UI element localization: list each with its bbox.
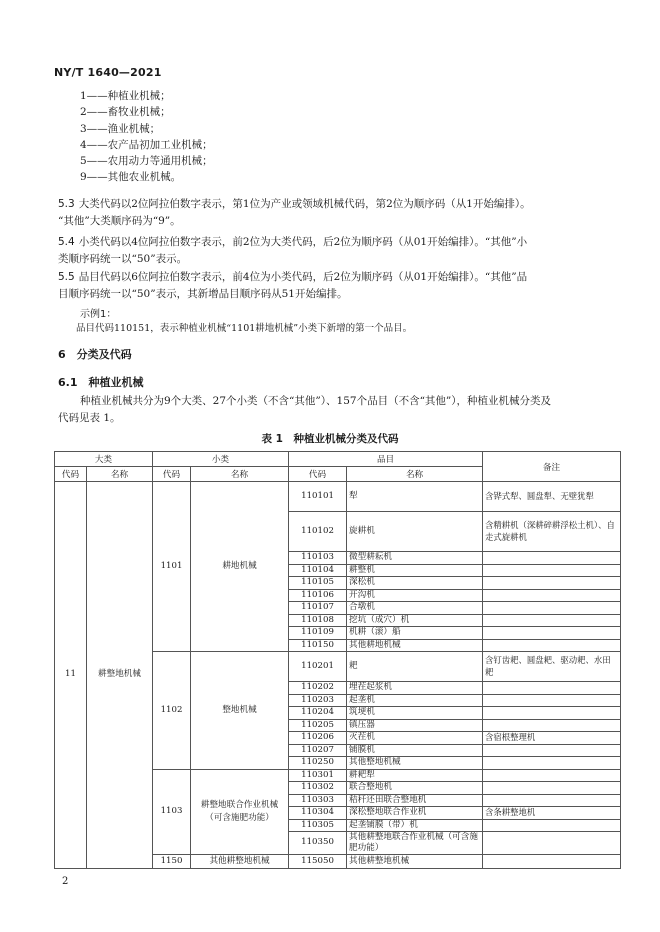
item-code-cell: 110350 (289, 832, 347, 855)
item-name-cell: 深松机 (347, 577, 483, 590)
item-note-cell: 含精耕机（深耕碎耕浮松土机）、自走式旋耕机 (483, 512, 621, 552)
item-name-cell: 秸秆还田联合整地机 (347, 794, 483, 807)
item-name-cell: 灭茬机 (347, 732, 483, 745)
header-item: 品目 (289, 452, 483, 467)
item-code-cell: 110109 (289, 627, 347, 640)
item-code-cell: 110203 (289, 694, 347, 707)
item-code-cell: 110204 (289, 707, 347, 720)
legend-item: 1——种植业机械； (80, 90, 171, 102)
item-name-cell: 旋耕机 (347, 512, 483, 552)
item-code-cell: 110305 (289, 819, 347, 832)
clause-5-4 (58, 234, 620, 267)
item-name-cell: 其他耕地机械 (347, 639, 483, 652)
table-caption: 表 1 种植业机械分类及代码 (261, 433, 399, 445)
item-name-cell: 挖坑（成穴）机 (347, 614, 483, 627)
legend-item: 3——渔业机械； (80, 122, 161, 135)
item-note-cell (483, 832, 621, 855)
item-note-cell (483, 694, 621, 707)
section-heading-6: 6 分类及代码 (58, 348, 132, 361)
item-code-cell: 110108 (289, 614, 347, 627)
clause-text-continued: “其他”大类顺序码为“9”。 (58, 214, 181, 227)
item-code-cell: 110104 (289, 564, 347, 577)
item-name-cell: 其他整地机械 (347, 757, 483, 770)
item-code-cell: 110304 (289, 807, 347, 820)
item-note-cell: 含条耕整地机 (483, 807, 621, 820)
table-body (55, 482, 621, 869)
clause-text: 大类代码以2位阿拉伯数字表示，第1位为产业或领域机械代码，第2位为顺序码（从1开始编排）。 (78, 198, 531, 210)
item-name-cell: 深松整地联合作业机 (347, 807, 483, 820)
minor-code-cell: 1101 (153, 482, 191, 652)
item-code-cell: 110103 (289, 552, 347, 565)
item-note-cell (483, 552, 621, 565)
example-label: 示例1： (80, 309, 117, 320)
item-name-cell: 耕整机 (347, 564, 483, 577)
item-code-cell: 110303 (289, 794, 347, 807)
item-code-cell: 110302 (289, 782, 347, 795)
section-heading-6-1: 6.1 种植业机械 (58, 376, 144, 389)
item-code-cell: 110150 (289, 639, 347, 652)
header-code: 代码 (55, 467, 87, 482)
item-note-cell (483, 707, 621, 720)
item-name-cell: 其他耕整地机械 (347, 855, 483, 869)
legend-item: 4——农产品初加工业机械； (80, 138, 213, 151)
item-code-cell: 110207 (289, 744, 347, 757)
item-name-cell: 机耕（滚）船 (347, 627, 483, 640)
header-name: 名称 (87, 467, 153, 482)
minor-code-cell: 1103 (153, 769, 191, 855)
clause-5-5 (58, 269, 620, 302)
item-code-cell: 110106 (289, 589, 347, 602)
item-name-cell: 联合整地机 (347, 782, 483, 795)
legend-item: 9——其他农业机械。 (80, 171, 182, 184)
item-name-cell: 镇压器 (347, 719, 483, 732)
minor-name-cell: 整地机械 (191, 652, 289, 770)
clause-number: 5.3 (58, 198, 75, 210)
header-name: 名称 (347, 467, 483, 482)
minor-name-cell: 其他耕整地机械 (191, 855, 289, 869)
minor-name-cell: 耕地机械 (191, 482, 289, 652)
major-code-cell: 11 (55, 482, 87, 869)
clause-text-continued: 类顺序码统一以“50”表示。 (58, 252, 188, 265)
item-code-cell: 110107 (289, 602, 347, 615)
clause-5-3 (58, 196, 620, 229)
legend-item: 2——畜牧业机械； (80, 106, 171, 119)
item-name-cell: 耕耙犁 (347, 769, 483, 782)
item-code-cell: 110105 (289, 577, 347, 590)
clause-text-continued: 目顺序码统一以“50”表示，其新增品目顺序码从51开始编排。 (58, 287, 348, 300)
section-6-1-text: 种植业机械共分为9个大类、27个小类（不含“其他”）、157个品目（不含“其他”），种植业机械分类及 (80, 395, 552, 407)
item-note-cell (483, 577, 621, 590)
item-note-cell (483, 614, 621, 627)
item-name-cell: 犁 (347, 482, 483, 512)
item-note-cell (483, 627, 621, 640)
item-note-cell (483, 794, 621, 807)
item-code-cell: 110101 (289, 482, 347, 512)
item-note-cell (483, 855, 621, 869)
item-name-cell: 起垄机 (347, 694, 483, 707)
table-row (55, 482, 621, 512)
item-name-cell: 筑埂机 (347, 707, 483, 720)
item-code-cell: 110202 (289, 682, 347, 695)
item-name-cell: 铺膜机 (347, 744, 483, 757)
major-name-cell: 耕整地机械 (87, 482, 153, 869)
item-name-cell: 埋茬起浆机 (347, 682, 483, 695)
header-minor: 小类 (153, 452, 289, 467)
item-code-cell: 110201 (289, 652, 347, 682)
clause-text: 小类代码以4位阿拉伯数字表示，前2位为大类代码，后2位为顺序码（从01开始编排）。“其他”小 (78, 236, 528, 248)
header-code: 代码 (153, 467, 191, 482)
item-note-cell (483, 782, 621, 795)
item-note-cell (483, 639, 621, 652)
header-major: 大类 (55, 452, 153, 467)
item-note-cell: 含钉齿耙、圆盘耙、驱动耙、水田耙 (483, 652, 621, 682)
header-note: 备注 (483, 452, 621, 482)
page-number: 2 (62, 876, 69, 887)
item-name-cell: 微型耕耘机 (347, 552, 483, 565)
item-note-cell (483, 769, 621, 782)
item-note-cell (483, 757, 621, 770)
standard-id: NY/T 1640—2021 (54, 66, 162, 79)
example-text: 品目代码110151，表示种植业机械“1101耕地机械”小类下新增的第一个品目。 (76, 323, 413, 334)
item-note-cell: 含铧式犁、圆盘犁、无壁犹犁 (483, 482, 621, 512)
item-name-cell: 开沟机 (347, 589, 483, 602)
item-note-cell (483, 719, 621, 732)
item-note-cell (483, 589, 621, 602)
minor-code-cell: 1150 (153, 855, 191, 869)
item-code-cell: 110206 (289, 732, 347, 745)
item-note-cell (483, 819, 621, 832)
clause-number: 5.4 (58, 236, 75, 248)
item-note-cell (483, 602, 621, 615)
section-6-1-text-continued: 代码见表 1。 (58, 412, 121, 424)
item-name-cell: 其他耕整地联合作业机械（可含施肥功能） (347, 832, 483, 855)
item-name-cell: 耙 (347, 652, 483, 682)
clause-number: 5.5 (58, 271, 75, 283)
item-note-cell (483, 564, 621, 577)
table-header-row (55, 452, 621, 467)
item-note-cell (483, 682, 621, 695)
header-code: 代码 (289, 467, 347, 482)
item-code-cell: 110102 (289, 512, 347, 552)
item-name-cell: 起垄铺膜（带）机 (347, 819, 483, 832)
header-name: 名称 (191, 467, 289, 482)
item-code-cell: 110205 (289, 719, 347, 732)
item-code-cell: 115050 (289, 855, 347, 869)
legend-item: 5——农用动力等通用机械； (80, 155, 213, 168)
clause-text: 品目代码以6位阿拉伯数字表示，前4位为小类代码，后2位为顺序码（从01开始编排）。“其他”品 (78, 271, 528, 283)
item-code-cell: 110301 (289, 769, 347, 782)
classification-table (54, 451, 621, 869)
category-legend (80, 88, 213, 186)
minor-code-cell: 1102 (153, 652, 191, 770)
minor-name-cell: 耕整地联合作业机械（可含施肥功能） (191, 769, 289, 855)
item-code-cell: 110250 (289, 757, 347, 770)
item-name-cell: 合墩机 (347, 602, 483, 615)
item-note-cell: 含宿根整理机 (483, 732, 621, 745)
item-note-cell (483, 744, 621, 757)
